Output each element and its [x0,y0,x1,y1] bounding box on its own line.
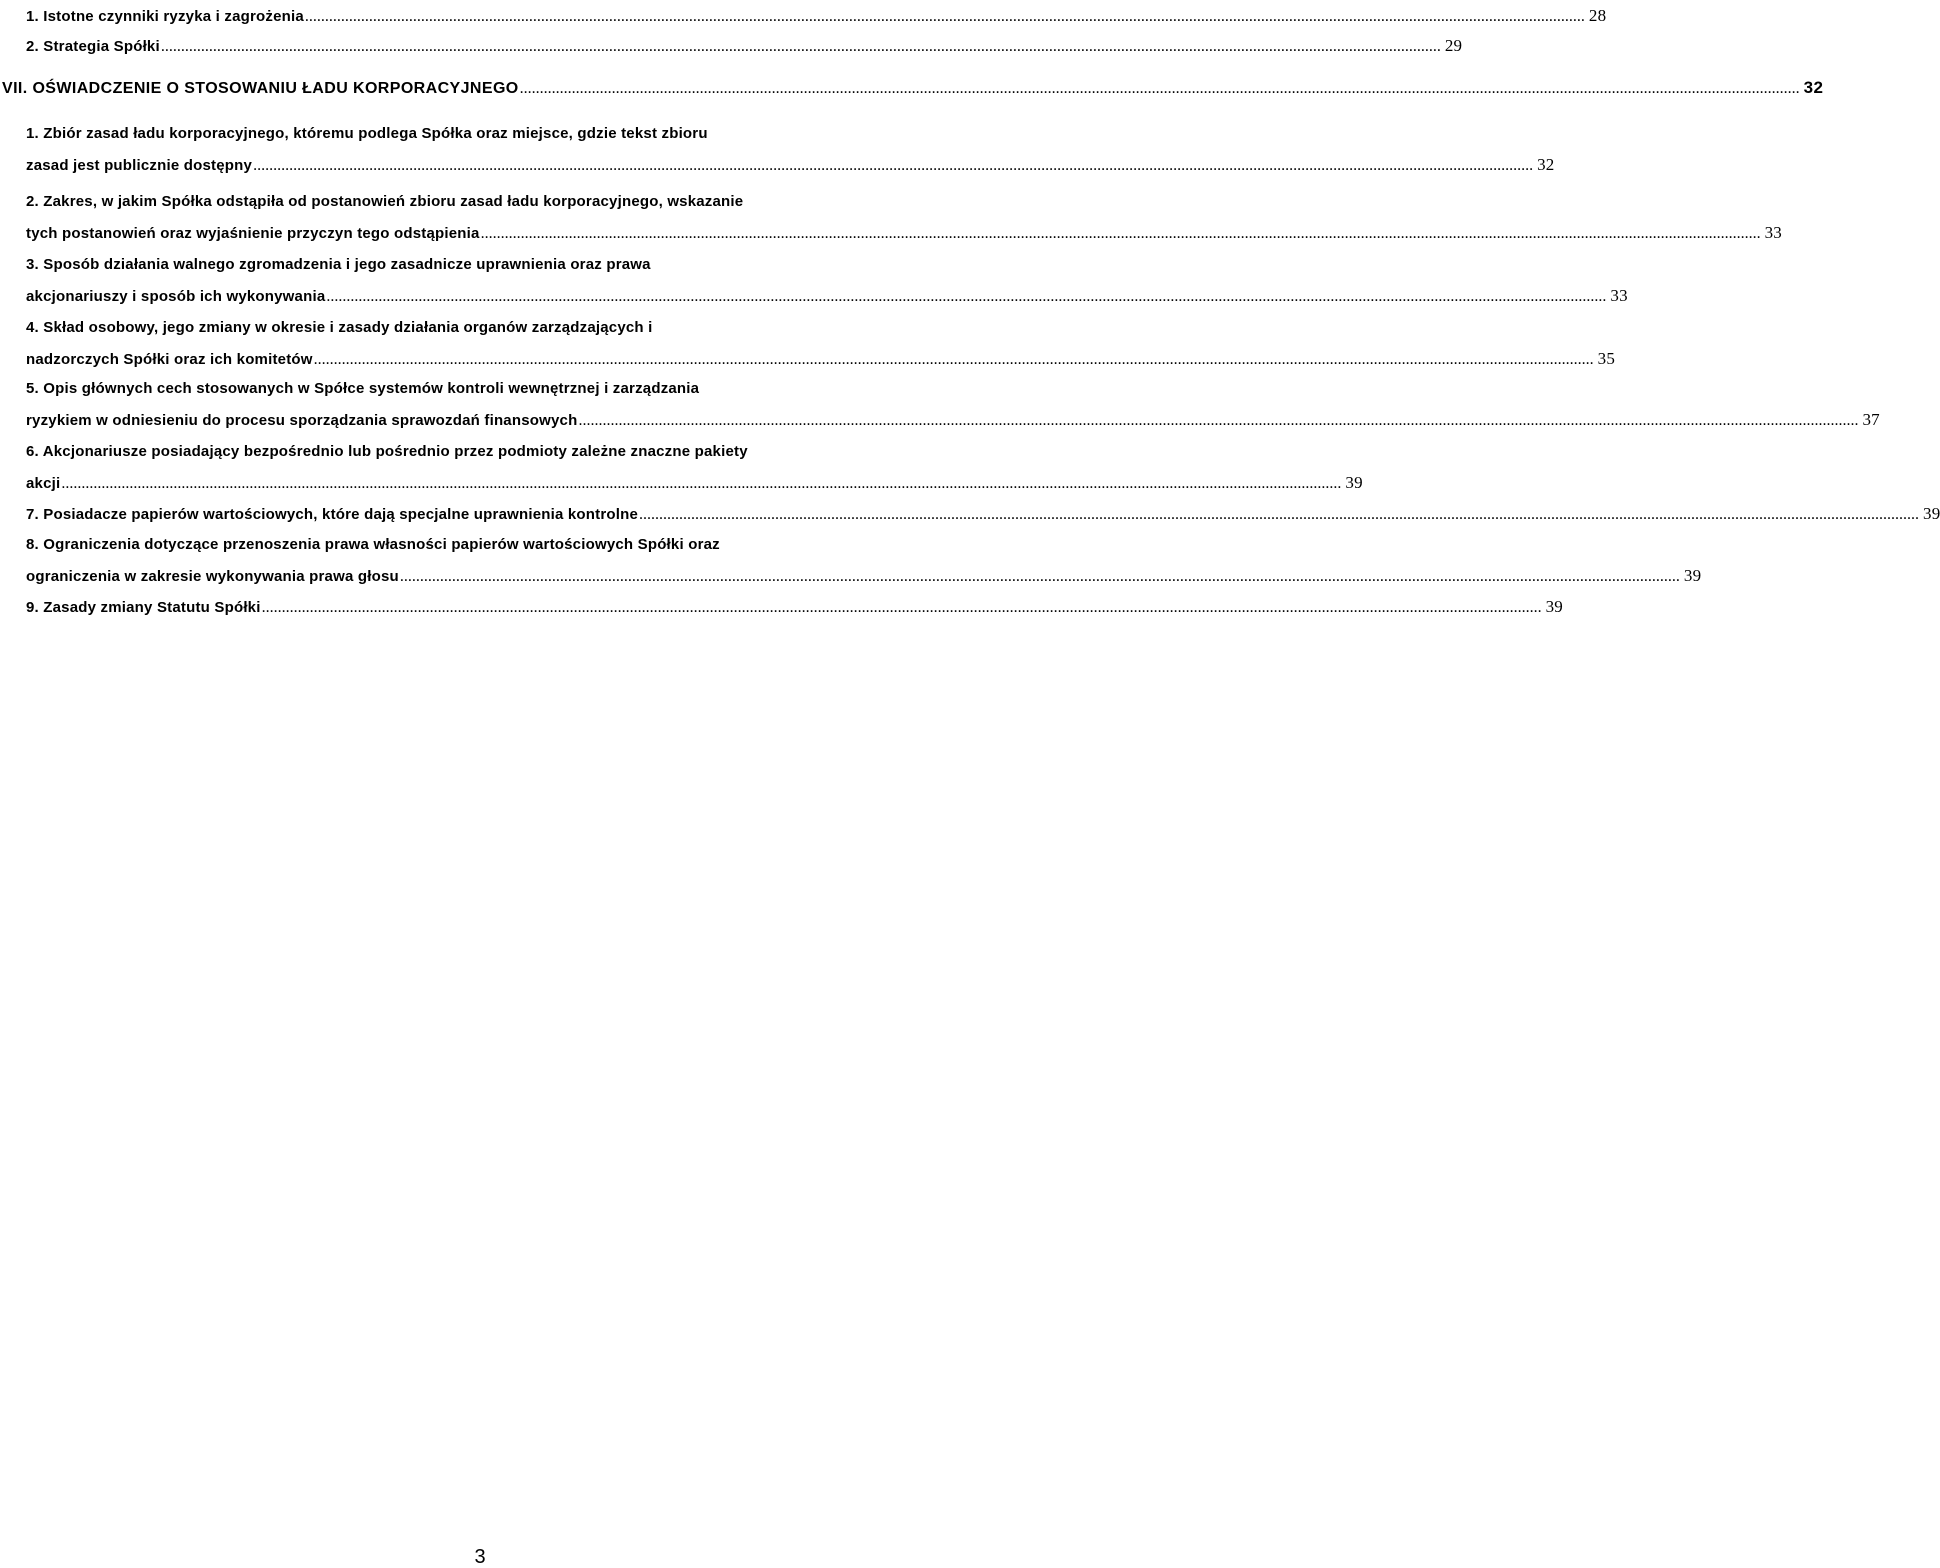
toc-entry-line [26,467,1363,498]
dot-leader [577,405,1858,436]
toc-entry-text: ryzykiem w odniesieniu do procesu sporządzania sprawozdań finansowych [26,412,578,429]
toc-entry[interactable] [26,436,1363,498]
toc-entry-line [26,560,1702,591]
toc-entry-line [26,529,960,560]
toc-entry-text: akcji [26,475,61,492]
toc-entry-text: 2. Strategia Spółki [26,38,160,55]
dot-leader [252,150,1533,181]
dot-leader [60,468,1341,499]
dot-leader [261,592,1542,623]
dot-leader [519,73,1800,104]
toc-entry[interactable] [26,118,1555,180]
toc-page-number: 39 [1545,597,1563,616]
toc-entry-text: zasad jest publicznie dostępny [26,157,253,174]
toc-entry-text: nadzorczych Spółki oraz ich komitetów [26,351,313,368]
toc-entry[interactable] [26,186,1782,248]
toc-entry[interactable] [26,591,1563,622]
toc-entry-line [26,280,1628,311]
toc-entry-line [26,249,960,280]
toc-entry-line [26,436,960,467]
toc-entry[interactable] [26,498,1940,529]
toc-entry-text: 2. Zakres, w jakim Spółka odstąpiła od postanowień zbioru zasad ładu korporacyjnego, wskazanie [26,193,744,210]
toc-entry-text: 6. Akcjonariusze posiadający bezpośrednio lub pośrednio przez podmioty zależne znaczne pakiety [26,443,748,460]
toc-page-number: 37 [1862,410,1880,429]
dot-leader [313,344,1594,375]
toc-entry-line [26,217,1782,248]
toc-page-number: 39 [1345,473,1363,492]
toc-entry-text: tych postanowień oraz wyjaśnienie przyczyn tego odstąpienia [26,225,480,242]
toc-entry-line [26,404,1880,435]
toc-entry-text: 4. Skład osobowy, jego zmiany w okresie i zasady działania organów zarządzających i [26,319,653,336]
toc-entry-line [26,498,1940,529]
toc-entry-text: 5. Opis głównych cech stosowanych w Spółce systemów kontroli wewnętrznej i zarządzania [26,380,700,397]
toc-entry[interactable] [26,312,1616,374]
toc-page-number: 32 [1803,78,1824,97]
toc-entry[interactable] [26,0,1607,31]
dot-leader [325,281,1606,312]
toc-page-number: 35 [1597,349,1616,368]
dot-leader [160,31,1441,62]
toc-entry-text: 7. Posiadacze papierów wartościowych, które dają specjalne uprawnienia kontrolne [26,506,639,523]
page-number: 3 [474,1546,486,1568]
toc-page-number: 39 [1923,504,1940,523]
toc-entry-line [26,312,960,343]
toc-page-number: 32 [1537,155,1555,174]
toc-entry-line [26,186,960,217]
toc-entry-text: 1. Zbiór zasad ładu korporacyjnego, któremu podlega Spółka oraz miejsce, gdzie tekst zbioru [26,125,708,142]
toc-page-number: 39 [1683,566,1702,585]
toc-entry-text: 8. Ograniczenia dotyczące przenoszenia prawa własności papierów wartościowych Spółki oraz [26,536,720,553]
toc-entry-line [26,343,1616,374]
toc-entry[interactable] [26,30,1463,61]
toc-entry-line [26,0,1607,31]
toc-entry-text: 3. Sposób działania walnego zgromadzenia i jego zasadnicze uprawnienia oraz prawa [26,256,651,273]
toc-entry-line [26,118,960,149]
dot-leader [638,499,1919,530]
toc-entry[interactable] [26,249,1628,311]
toc-entry-line [26,149,1555,180]
toc-entry-line [2,72,1824,103]
toc-page-number: 29 [1444,36,1463,55]
toc-section-entry[interactable] [2,72,1824,103]
toc-page-number: 33 [1764,223,1782,242]
toc-entry-line [26,30,1463,61]
dot-leader [480,218,1761,249]
dot-leader [304,1,1585,32]
toc-entry-text: 9. Zasady zmiany Statutu Spółki [26,599,261,616]
toc-section-title: VII. OŚWIADCZENIE O STOSOWANIU ŁADU KORPORACYJNEGO [2,80,519,97]
toc-entry-line [26,591,1563,622]
toc-entry-text: ograniczenia w zakresie wykonywania prawa głosu [26,568,399,585]
toc-entry-line [26,373,960,404]
toc-page-number: 28 [1588,6,1607,25]
toc-page-number: 33 [1610,286,1628,305]
toc-entry[interactable] [26,373,1880,435]
dot-leader [399,561,1680,592]
toc-entry-text: akcjonariuszy i sposób ich wykonywania [26,288,326,305]
toc-entry[interactable] [26,529,1702,591]
toc-entry-text: 1. Istotne czynniki ryzyka i zagrożenia [26,8,304,25]
